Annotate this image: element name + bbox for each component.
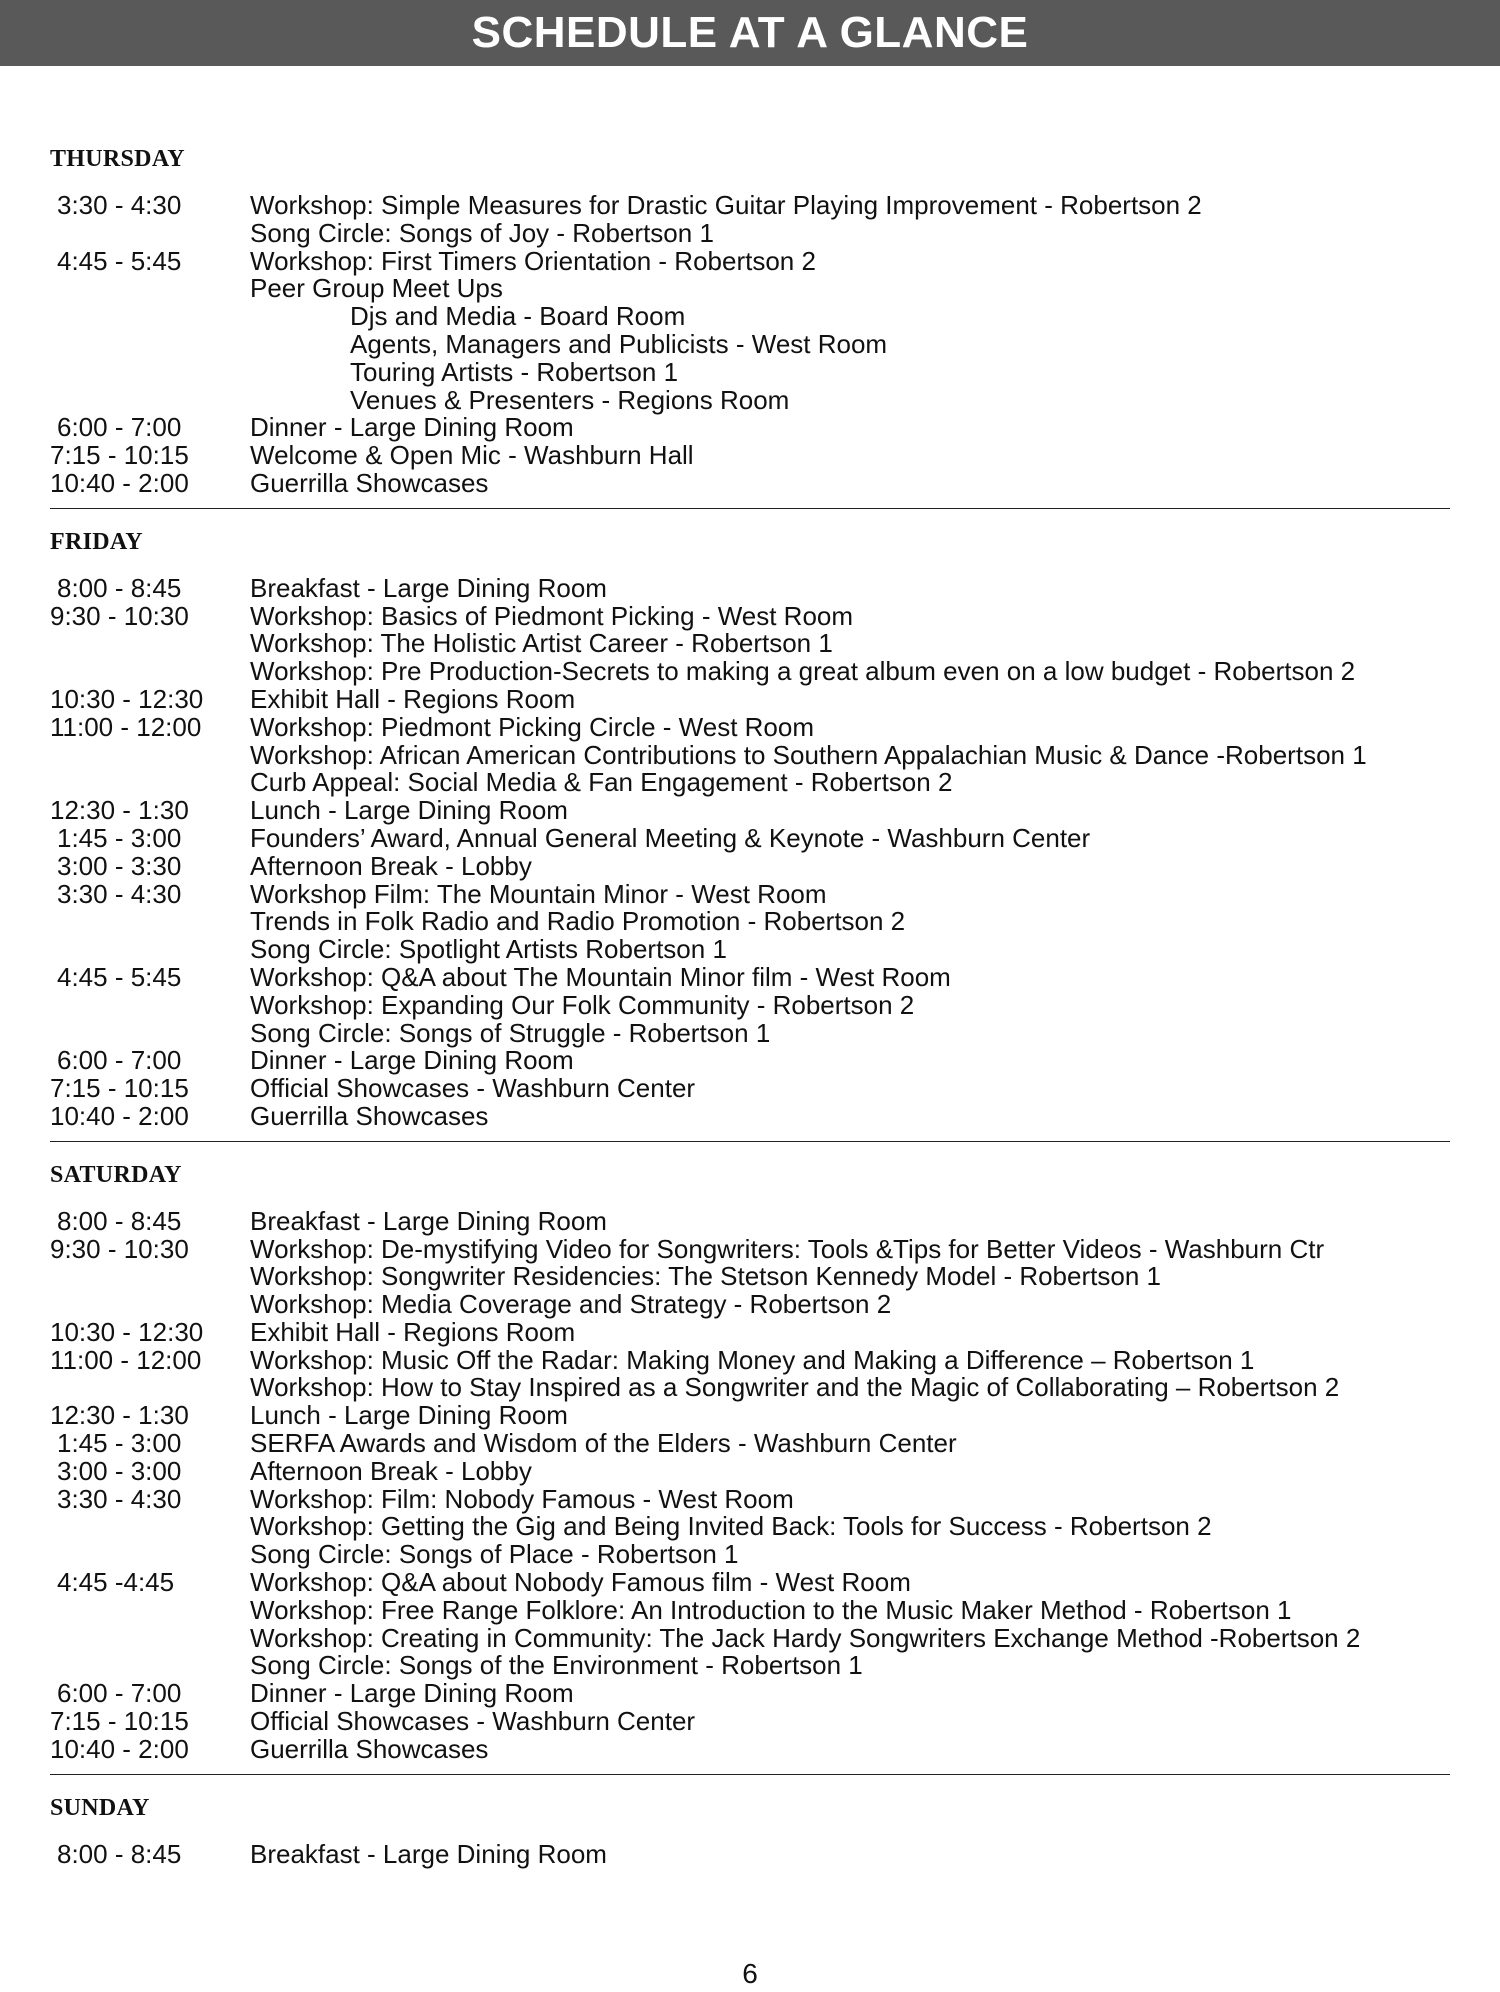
event-time: 8:00 - 8:45 <box>57 1205 182 1236</box>
event-description: Guerrilla Showcases <box>250 1733 489 1764</box>
schedule-row <box>50 442 1450 470</box>
event-time: 7:15 - 10:15 <box>50 440 189 471</box>
event-description: Djs and Media - Board Room <box>350 301 686 332</box>
schedule-row <box>50 600 1450 631</box>
event-description: Breakfast - Large Dining Room <box>250 1838 607 1869</box>
event-description: Afternoon Break - Lobby <box>250 1455 532 1486</box>
day-block-sunday <box>50 1789 1450 1869</box>
event-description: Official Showcases - Washburn Center <box>250 1706 696 1737</box>
schedule-row <box>50 908 1450 936</box>
event-description: Workshop: Songwriter Residencies: The Stetson Kennedy Model - Robertson 1 <box>250 1261 1161 1292</box>
event-time: 11:00 - 12:00 <box>50 1344 202 1375</box>
event-time: 10:30 - 12:30 <box>50 1316 204 1347</box>
event-time: 12:30 - 1:30 <box>50 1400 189 1431</box>
event-time <box>50 742 250 770</box>
event-description: Workshop: Film: Nobody Famous - West Room <box>250 1483 794 1514</box>
schedule-row <box>50 192 1450 220</box>
event-time <box>50 220 250 248</box>
event-description: Breakfast - Large Dining Room <box>250 572 607 603</box>
event-description: Workshop: Free Range Folklore: An Introduction to the Music Maker Method - Robertson 1 <box>250 1594 1292 1625</box>
event-time: 11:00 - 12:00 <box>50 711 202 742</box>
event-time <box>50 1652 250 1680</box>
event-time <box>50 936 250 964</box>
event-time: 7:15 - 10:15 <box>50 1706 189 1737</box>
schedule-row <box>50 1075 1450 1103</box>
event-time: 6:00 - 7:00 <box>57 412 182 443</box>
event-description: Welcome & Open Mic - Washburn Hall <box>250 440 694 471</box>
event-time: 1:45 - 3:00 <box>57 822 182 853</box>
schedule-row <box>50 572 1450 603</box>
event-description: Dinner - Large Dining Room <box>250 412 574 443</box>
page-number: 6 <box>742 1958 758 1989</box>
day-heading: SATURDAY <box>50 1161 182 1188</box>
event-time <box>50 331 250 359</box>
event-description: Workshop: The Holistic Artist Career - Robertson 1 <box>250 628 833 659</box>
event-description: Breakfast - Large Dining Room <box>250 1205 607 1236</box>
day-block-saturday <box>50 1156 1450 1775</box>
event-description: Workshop: First Timers Orientation - Robertson 2 <box>250 245 816 276</box>
schedule-row <box>50 414 1450 442</box>
event-time: 12:30 - 1:30 <box>50 795 189 826</box>
event-time <box>50 630 250 658</box>
schedule-row <box>50 797 1450 825</box>
event-description: Exhibit Hall - Regions Room <box>250 1316 576 1347</box>
event-description: Dinner - Large Dining Room <box>250 1045 574 1076</box>
event-time <box>50 658 250 686</box>
schedule-row <box>50 1205 1450 1236</box>
event-description: Curb Appeal: Social Media & Fan Engagement - Robertson 2 <box>250 767 953 798</box>
event-time: 10:40 - 2:00 <box>50 1733 189 1764</box>
event-time: 10:40 - 2:00 <box>50 467 189 498</box>
event-description: Song Circle: Songs of Place - Robertson 1 <box>250 1539 739 1570</box>
event-description: Dinner - Large Dining Room <box>250 1678 574 1709</box>
schedule-row <box>50 1838 1450 1869</box>
schedule-row <box>50 1233 1450 1264</box>
event-description: Guerrilla Showcases <box>250 467 489 498</box>
event-description: Song Circle: Songs of Struggle - Robertson 1 <box>250 1017 771 1048</box>
event-time <box>50 1541 250 1569</box>
event-description: Lunch - Large Dining Room <box>250 795 568 826</box>
event-time: 4:45 - 5:45 <box>57 961 182 992</box>
event-description: Workshop: Expanding Our Folk Community - Robertson 2 <box>250 989 915 1020</box>
event-description: Workshop: How to Stay Inspired as a Songwriter and the Magic of Collaborating – Robertson 2 <box>250 1372 1340 1403</box>
event-time <box>50 303 250 331</box>
event-time: 4:45 -4:45 <box>57 1567 175 1598</box>
event-time <box>50 1020 250 1048</box>
event-description: Lunch - Large Dining Room <box>250 1400 568 1431</box>
event-description: Agents, Managers and Publicists - West Room <box>350 328 888 359</box>
schedule-row <box>50 217 1450 248</box>
schedule-row <box>50 658 1450 686</box>
event-description: Touring Artists - Robertson 1 <box>350 356 679 387</box>
event-description: Afternoon Break - Lobby <box>250 850 532 881</box>
event-time <box>50 1597 250 1625</box>
schedule-row <box>50 739 1450 770</box>
event-description: Workshop: Q&A about The Mountain Minor film - West Room <box>250 961 951 992</box>
event-time: 1:45 - 3:00 <box>57 1428 182 1459</box>
event-description: Peer Group Meet Ups <box>250 273 503 304</box>
event-description: Workshop Film: The Mountain Minor - West Room <box>250 878 827 909</box>
schedule-row <box>50 1622 1450 1653</box>
event-time: 3:30 - 4:30 <box>57 190 182 220</box>
schedule-row <box>50 989 1450 1020</box>
event-description: Workshop: Creating in Community: The Jack Hardy Songwriters Exchange Method -Robertson 2 <box>250 1622 1361 1653</box>
schedule-row <box>50 878 1450 909</box>
event-description: Workshop: Simple Measures for Drastic Guitar Playing Improvement - Robertson 2 <box>250 190 1202 220</box>
event-time: 7:15 - 10:15 <box>50 1073 189 1104</box>
day-divider <box>50 1141 1450 1142</box>
schedule-row <box>50 683 1450 714</box>
event-time: 10:40 - 2:00 <box>50 1100 189 1131</box>
event-time <box>50 908 250 936</box>
day-divider <box>50 508 1450 509</box>
event-description: Song Circle: Spotlight Artists Robertson 1 <box>250 934 727 965</box>
event-description: Workshop: Basics of Piedmont Picking - West Room <box>250 600 854 631</box>
header-bar <box>0 0 1500 66</box>
event-description: Workshop: Pre Production-Secrets to making a great album even on a low budget - Robertson 2 <box>250 656 1356 687</box>
event-time: 6:00 - 7:00 <box>57 1678 182 1709</box>
event-time: 9:30 - 10:30 <box>50 600 189 631</box>
schedule-row <box>50 303 1450 331</box>
day-heading: SUNDAY <box>50 1794 150 1821</box>
schedule-row <box>50 1708 1450 1736</box>
schedule-row <box>50 1291 1450 1319</box>
event-time: 3:30 - 4:30 <box>57 878 182 909</box>
event-time <box>50 992 250 1020</box>
schedule-row <box>50 1733 1450 1764</box>
event-time <box>50 1263 250 1291</box>
event-description: SERFA Awards and Wisdom of the Elders - Washburn Center <box>250 1428 957 1459</box>
schedule-row <box>50 245 1450 276</box>
event-time: 6:00 - 7:00 <box>57 1045 182 1076</box>
event-time: 3:30 - 4:30 <box>57 1483 182 1514</box>
event-time <box>50 275 250 303</box>
event-time: 3:00 - 3:30 <box>57 850 182 881</box>
event-description: Workshop: Music Off the Radar: Making Money and Making a Difference – Robertson 1 <box>250 1344 1255 1375</box>
schedule-row <box>50 1100 1450 1131</box>
schedule-row <box>50 1402 1450 1430</box>
schedule-row <box>50 822 1450 853</box>
schedule-row <box>50 1513 1450 1541</box>
event-description: Workshop: Getting the Gig and Being Invited Back: Tools for Success - Robertson 2 <box>250 1511 1212 1542</box>
schedule-row <box>50 711 1450 742</box>
page-title: SCHEDULE AT A GLANCE <box>471 8 1029 57</box>
event-time <box>50 1625 250 1653</box>
event-description: Workshop: Q&A about Nobody Famous film - West Room <box>250 1567 911 1598</box>
event-time <box>50 359 250 387</box>
day-heading: FRIDAY <box>50 528 143 555</box>
event-description: Trends in Folk Radio and Radio Promotion - Robertson 2 <box>250 906 906 937</box>
event-time <box>50 387 250 415</box>
event-description: Exhibit Hall - Regions Room <box>250 683 576 714</box>
event-time: 8:00 - 8:45 <box>57 1838 182 1869</box>
event-description: Guerrilla Showcases <box>250 1100 489 1131</box>
event-description: Venues & Presenters - Regions Room <box>350 384 790 415</box>
event-time <box>50 1374 250 1402</box>
event-description: Workshop: Piedmont Picking Circle - West Room <box>250 711 815 742</box>
event-time <box>50 1291 250 1319</box>
event-time <box>50 769 250 797</box>
schedule-row <box>50 356 1450 387</box>
day-heading: THURSDAY <box>50 146 185 172</box>
event-description: Official Showcases - Washburn Center <box>250 1073 696 1104</box>
schedule-row <box>50 1263 1450 1291</box>
schedule-row <box>50 850 1450 881</box>
schedule-row <box>50 769 1450 797</box>
schedule-row <box>50 275 1450 303</box>
schedule-row <box>50 467 1450 498</box>
day-block-friday <box>50 523 1450 1142</box>
event-time: 9:30 - 10:30 <box>50 1233 189 1264</box>
schedule-row <box>50 1374 1450 1402</box>
event-time: 4:45 - 5:45 <box>57 245 182 276</box>
day-block-thursday <box>50 140 1450 509</box>
schedule-row <box>50 1680 1450 1708</box>
schedule-row <box>50 630 1450 658</box>
schedule-row <box>50 1541 1450 1569</box>
event-time <box>50 1513 250 1541</box>
event-description: Song Circle: Songs of Joy - Robertson 1 <box>250 217 714 248</box>
schedule <box>50 140 1450 1868</box>
schedule-row <box>50 1316 1450 1347</box>
event-description: Founders’ Award, Annual General Meeting & Keynote - Washburn Center <box>250 822 1091 853</box>
schedule-row <box>50 961 1450 992</box>
event-time: 10:30 - 12:30 <box>50 683 204 714</box>
schedule-row <box>50 1652 1450 1680</box>
event-time: 8:00 - 8:45 <box>57 572 182 603</box>
schedule-row <box>50 1430 1450 1458</box>
schedule-row <box>50 384 1450 415</box>
schedule-row <box>50 936 1450 964</box>
schedule-row <box>50 328 1450 359</box>
schedule-row <box>50 1047 1450 1075</box>
event-time: 3:00 - 3:00 <box>57 1455 182 1486</box>
schedule-row <box>50 1344 1450 1375</box>
schedule-row <box>50 1455 1450 1486</box>
event-description: Workshop: African American Contributions to Southern Appalachian Music & Dance -Robertson 1 <box>250 739 1367 770</box>
schedule-row <box>50 1594 1450 1625</box>
event-description: Workshop: De-mystifying Video for Songwriters: Tools &Tips for Better Videos - Washburn Ctr <box>250 1233 1325 1264</box>
schedule-row <box>50 1017 1450 1048</box>
day-divider <box>50 1774 1450 1775</box>
schedule-row <box>50 1569 1450 1597</box>
event-description: Song Circle: Songs of the Environment - Robertson 1 <box>250 1650 863 1681</box>
schedule-row <box>50 1483 1450 1514</box>
event-description: Workshop: Media Coverage and Strategy - Robertson 2 <box>250 1289 892 1320</box>
